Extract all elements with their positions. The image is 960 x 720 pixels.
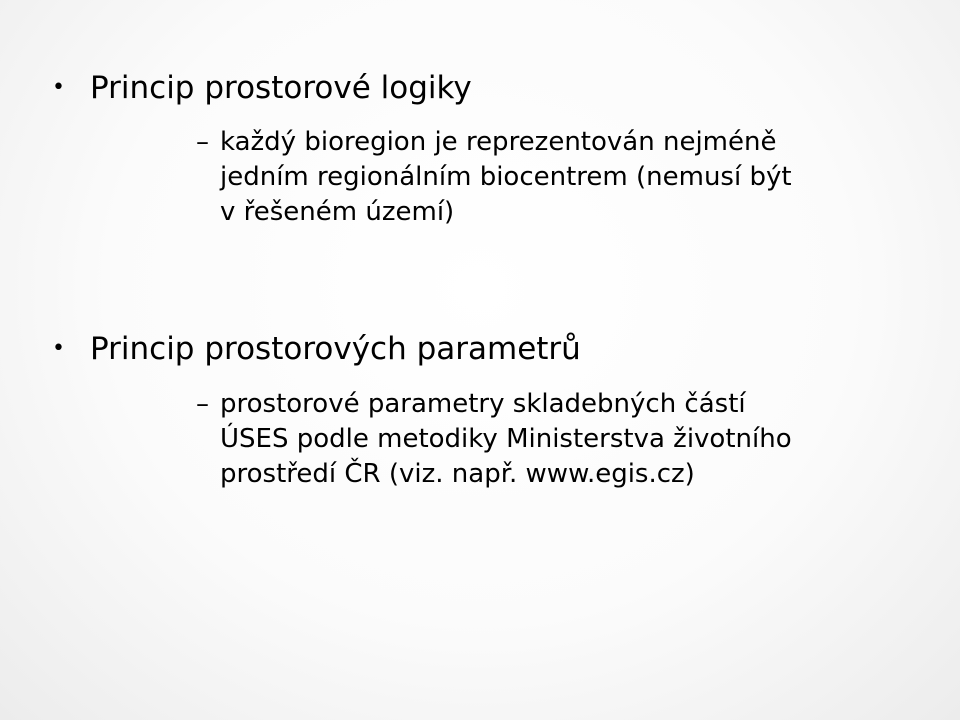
sub-bullet-line: prostředí ČR (viz. např. www.egis.cz) [220,459,695,489]
bullet-item-text: Princip prostorové logiky [90,70,472,106]
sub-bullet-item [196,125,792,230]
dash-icon: – [196,127,209,157]
dash-icon: – [196,389,209,419]
sub-bullet-line: každý bioregion je reprezentován nejméně [220,127,777,157]
bullet-item-text: Princip prostorových parametrů [90,331,581,367]
sub-bullet-line: ÚSES podle metodiky Ministerstva životního [220,424,792,454]
sub-bullet-line: v řešeném území) [220,197,455,227]
sub-bullet-line: jedním regionálním biocentrem (nemusí být [220,162,792,192]
bullet-icon: • [52,75,65,100]
bullet-icon: • [52,336,65,361]
sub-bullet-item [196,387,792,492]
sub-bullet-line: prostorové parametry skladebných částí [220,389,746,419]
